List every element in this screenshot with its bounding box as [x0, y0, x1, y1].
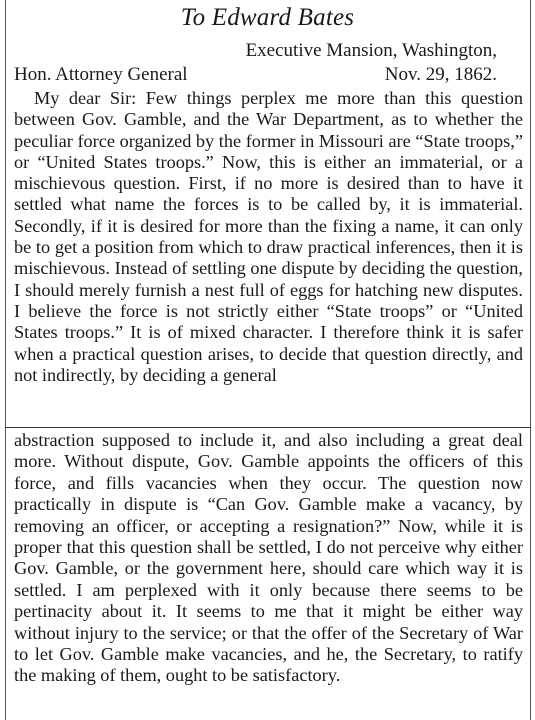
letter-paragraph-1: My dear Sir: Few things perplex me more than this question between Gov. Gamble, and the War Department, as to whether the peculiar force organized by the former in Missouri are “State troops,” or “United States troops.” Now, this is either an immaterial, or a mischievous question. First, if no more is desired than to have it settled what name the forces is to be called by, it is immaterial. Secondly, if it is desired for more than the fixing a name, it can only be to get a position from which to draw practical inferences, then it is mischievous. Instead of settling one dispute by deciding the question, I should merely furnish a nest full of eggs for hatching new disputes. I believe the force is not strictly either “State troops” or “United States troops.” It is of mixed character. I therefore think it is safer when a practical question arises, to decide that question directly, and not indirectly, by deciding a general — [14, 88, 523, 385]
page-right-edge — [530, 0, 531, 720]
letter-date: Nov. 29, 1862. — [384, 64, 497, 85]
letter-paragraph-1-continued: abstraction supposed to include it, and also including a great deal more. Without dispute, Gov. Gamble appoints the officers of this force, and fills vacancies when they occur. The question now practically in dispute is “Can Gov. Gamble make a vacancy, by removing an officer, or accepting a resignation?” Now, while it is proper that this question shall be settled, I do not perceive why either Gov. Gamble, or the government here, should care which way it is settled. I am perplexed with it only because there seems to be pertinacity about it. It seems to me that it might be either way without injury to the service; or that the offer of the Secretary of War to let Gov. Gamble make vacancies, and he, the Secretary, to ratify the making of them, ought to be satisfactory. — [14, 430, 523, 686]
letter-addressee: Hon. Attorney General — [14, 64, 188, 85]
page-divider — [5, 427, 531, 428]
letter-place: Executive Mansion, Washington, — [245, 40, 497, 61]
letter-body-bottom — [14, 430, 523, 687]
letter-title: To Edward Bates — [180, 4, 355, 31]
letter-body-top — [14, 88, 523, 386]
page-left-edge — [5, 0, 6, 720]
